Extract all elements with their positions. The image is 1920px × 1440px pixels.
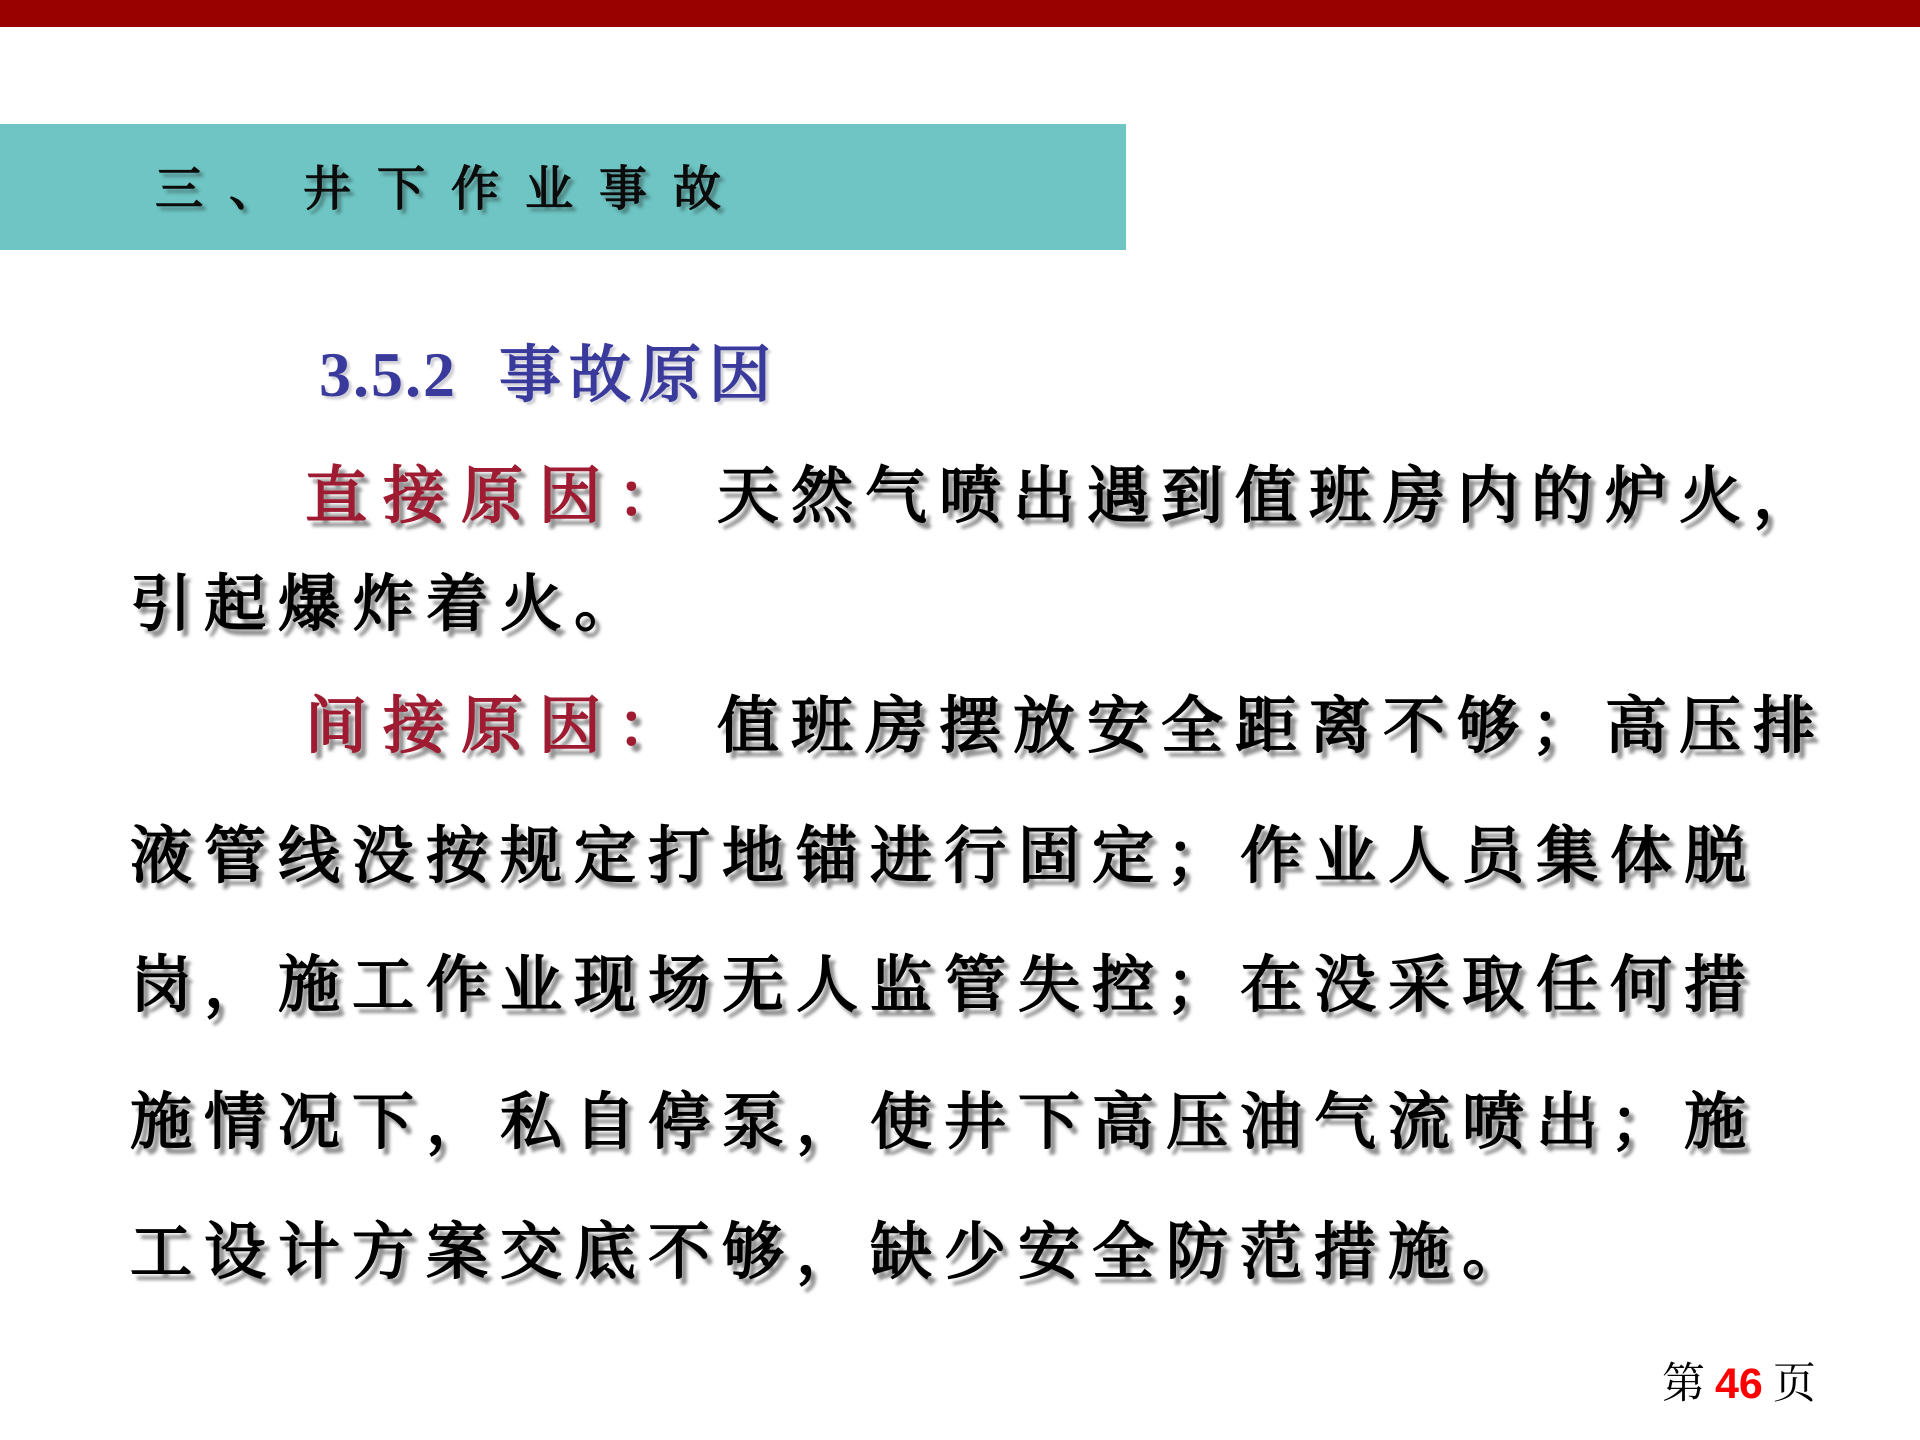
body-line-7: 工设计方案交底不够，缺少安全防范措施。 xyxy=(130,1219,1537,1287)
subsection-title: 事故原因 xyxy=(499,342,780,410)
body-line-3-text: 值班房摆放安全距离不够；高压排 xyxy=(717,693,1828,761)
body-line-4: 液管线没按规定打地锚进行固定；作业人员集体脱 xyxy=(130,823,1759,891)
body-line-1 xyxy=(305,449,1827,545)
footer-suffix: 页 xyxy=(1772,1361,1816,1408)
body-line-3 xyxy=(305,679,1827,775)
body-line-1-text: 天然气喷出遇到值班房内的炉火， xyxy=(717,463,1828,531)
subsection-number: 3.5.2 xyxy=(319,339,457,410)
indirect-cause-label: 间接原因： xyxy=(305,693,696,761)
page-number: 46 xyxy=(1715,1360,1763,1408)
body-line-6: 施情况下，私自停泵，使井下高压油气流喷出；施 xyxy=(130,1089,1759,1157)
footer-prefix: 第 xyxy=(1662,1361,1705,1408)
page-number-footer xyxy=(1662,1356,1816,1412)
section-title: 三、井下作业事故 xyxy=(155,163,748,216)
section-header-band xyxy=(0,124,1126,250)
body-line-2: 引起爆炸着火。 xyxy=(130,571,649,639)
direct-cause-label: 直接原因： xyxy=(305,463,696,531)
top-accent-bar xyxy=(0,0,1920,27)
subsection-heading xyxy=(319,332,779,418)
body-line-5: 岗，施工作业现场无人监管失控；在没采取任何措 xyxy=(130,952,1759,1020)
